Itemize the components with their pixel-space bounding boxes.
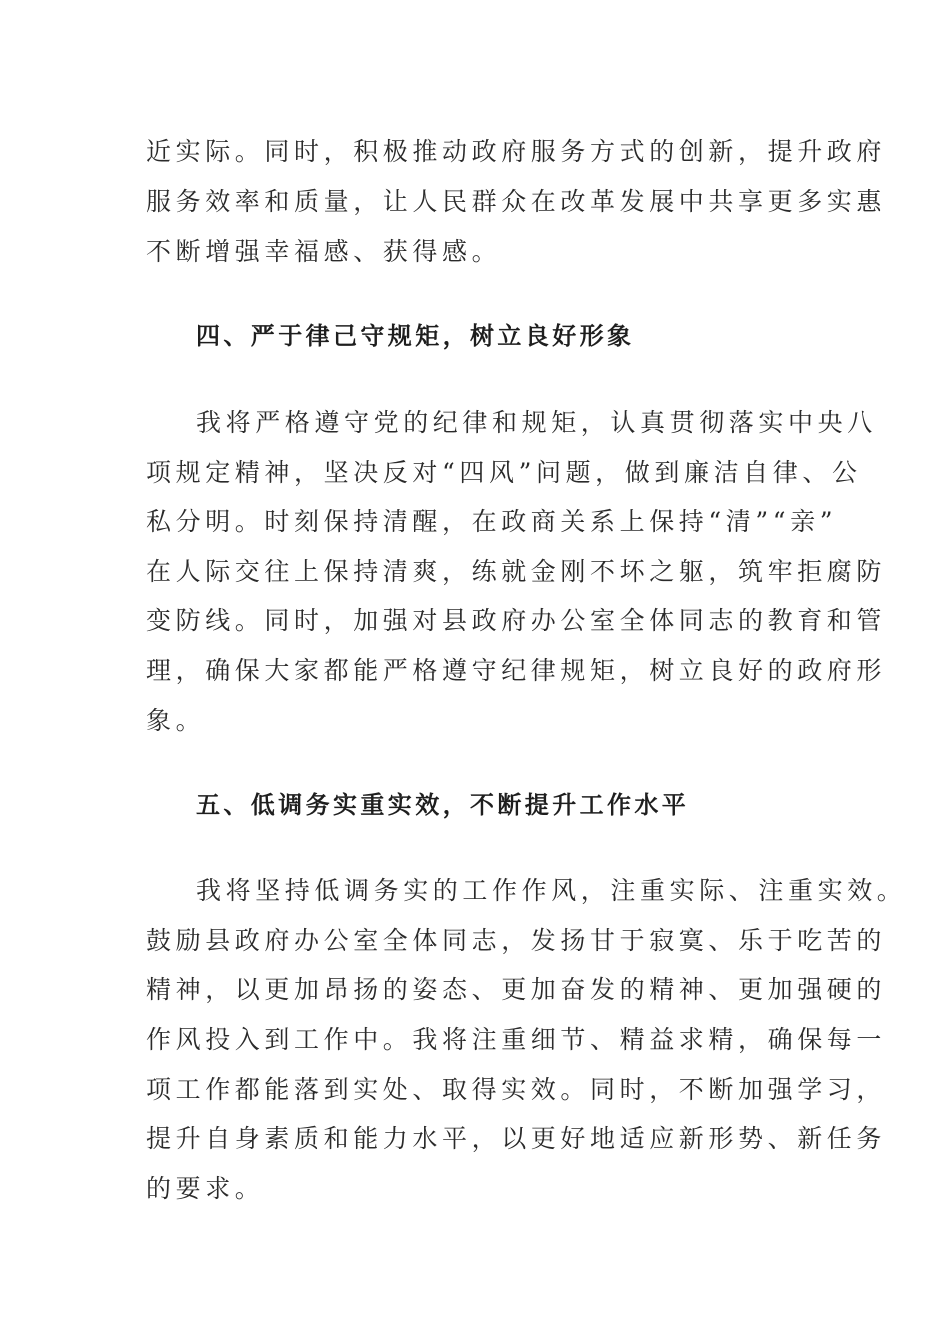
- section-4-line-7: 象。: [146, 706, 206, 735]
- section-5-line-6: 提升自身素质和能力水平，以更好地适应新形势、新任务: [146, 1124, 887, 1153]
- section-4-line-4: 在人际交往上保持清爽，练就金刚不坏之躯，筑牢拒腐防: [146, 557, 887, 586]
- section-5-line-5: 项工作都能落到实处、取得实效。同时，不断加强学习，: [146, 1075, 887, 1104]
- section-5-line-4: 作风投入到工作中。我将注重细节、精益求精，确保每一: [146, 1025, 887, 1054]
- section-5-heading: 五、低调务实重实效，不断提升工作水平: [196, 791, 690, 819]
- section-4-line-3: 私分明。时刻保持清醒，在政商关系上保持“清”“亲”: [146, 507, 838, 536]
- paragraph-1-line-1: 近实际。同时，积极推动政府服务方式的创新，提升政府: [146, 137, 887, 166]
- paragraph-1-line-2: 服务效率和质量，让人民群众在改革发展中共享更多实惠: [146, 187, 887, 216]
- section-5-line-2: 鼓励县政府办公室全体同志，发扬甘于寂寞、乐于吃苦的: [146, 926, 887, 955]
- section-5-line-7: 的要求。: [146, 1174, 265, 1203]
- section-4-line-2: 项规定精神，坚决反对“四风”问题，做到廉洁自律、公: [146, 458, 862, 487]
- section-4-line-1: 我将严格遵守党的纪律和规矩，认真贯彻落实中央八: [196, 408, 877, 437]
- paragraph-1-line-3: 不断增强幸福感、获得感。: [146, 237, 502, 266]
- section-5-line-1: 我将坚持低调务实的工作作风，注重实际、注重实效。: [196, 876, 907, 905]
- section-4-line-5: 变防线。同时，加强对县政府办公室全体同志的教育和管: [146, 606, 887, 635]
- section-4-line-6: 理，确保大家都能严格遵守纪律规矩，树立良好的政府形: [146, 656, 887, 685]
- section-5-line-3: 精神，以更加昂扬的姿态、更加奋发的精神、更加强硬的: [146, 975, 887, 1004]
- section-4-heading: 四、严于律己守规矩，树立良好形象: [196, 322, 635, 350]
